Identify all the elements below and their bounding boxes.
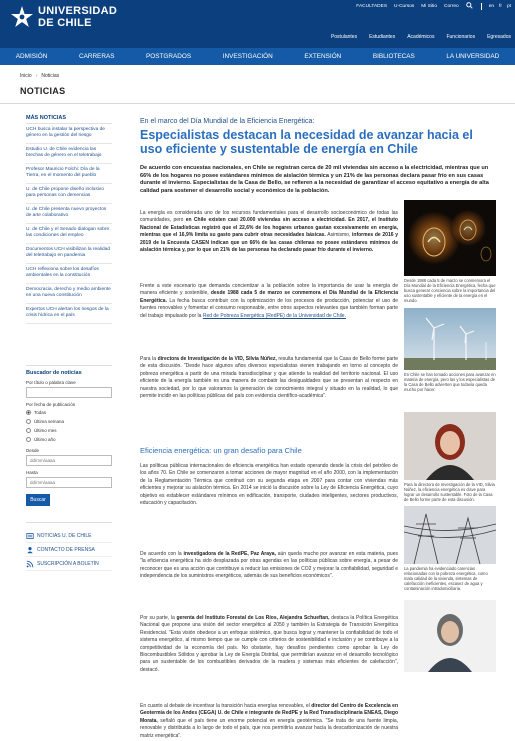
newspaper-icon [26, 532, 34, 540]
util-link-misitio[interactable]: Mi Sitio [421, 4, 438, 9]
lightbulbs-photo [404, 200, 496, 276]
period-option-anio[interactable] [26, 435, 112, 444]
radio-selected-icon[interactable] [26, 410, 31, 415]
nav-admision[interactable]: ADMISIÓN [15, 53, 48, 60]
article-paragraph: De acuerdo con la investigadora de la RedPE, Paz Araya, aún queda mucho por avanzar en esta materia, pues "la eficiencia energética ha sido desplazada por otras agendas en las políticas públicas sobre energía, a pesar de reconocer que es una acción que contribuye a reducir las emisiones de CO2 y mejorar la confiabilidad, seguridad e independencia de los suministros energéticos, además de sus beneficios económicos". [140, 551, 398, 580]
link-label: SUSCRIPCIÓN A BOLETÍN [37, 560, 99, 567]
util-link-facultades[interactable]: FACULTADES [356, 4, 388, 9]
page-title: NOTICIAS [20, 86, 66, 96]
article-body [140, 210, 398, 741]
period-option-todas[interactable] [26, 408, 112, 417]
sidebar-news-item[interactable]: Expertos UCH alertan los riesgos de la crisis hídrica en el país [26, 304, 112, 324]
article-subheading: Eficiencia energética: un gran desafío para Chile [140, 446, 302, 455]
option-label: Última semana [34, 419, 65, 424]
from-label: Desde [26, 448, 40, 453]
expert-portrait-photo [404, 600, 496, 672]
link-news-uchile[interactable] [26, 529, 112, 543]
breadcrumb-current: Noticias [41, 73, 60, 79]
article-kicker: En el marco del Día Mundial de la Eficiencia Energética: [140, 118, 315, 125]
date-to-input[interactable] [26, 477, 112, 488]
audience-postulantes[interactable]: Postulantes [330, 34, 358, 40]
article-paragraph: La energía es considerada uno de los recursos fundamentales para el desarrollo socioeconómico de todas las comunidades, pero en Chile existen casi 20.000 viviendas sin acceso a electricidad. En 2017, el Instituto Nacional de Estadísticas registró que el 22,6% de los hogares urbanos gastan excesivamente en energía, mientras que el 16,9% limita su gasto para cubrir otras necesidades básicas. Asimismo, informes de 2016 y 2019 de la Encuesta CASEN indican que un 66% de las casas chilenas no posee estándares mínimos de aislación térmica y, por lo que un 21% de las personas ha declarado pasar frío durante el invierno. [140, 210, 398, 254]
article-paragraph: En cuanto al debate de incentivar la transición hacia energías renovables, el director del Centro de Excelencia en Geotermia de los Andes (CEGA) U. de Chile e integrante de RedPE y la Red Transdisciplinaria ENEAS, Diego Morata, señaló que el país tiene un enorme potencial en energía geotérmica. "Se trata de una fuente limpia, renovable y distribuida a lo largo de todo el país, que nos permitiría avanzar hacia la descarbonización de nuestra matriz energética". [140, 703, 399, 739]
quick-links [26, 522, 112, 571]
sidebar-news-item[interactable]: U. de Chile y el Senado dialogan sobre las condiciones del empleo [26, 224, 112, 244]
util-link-ucursos[interactable]: U-Cursos [394, 4, 415, 9]
caption: En Chile se han tomado acciones para avanzar en materia de energía, pero las y los especialistas de la Casa de Bello advierten que todavía queda mucho por hacer. [404, 372, 496, 392]
caption: La pandemia ha evidenciado carencias relacionadas con la pobreza energética, como mala calidad de la vivienda, sistemas de calefacción ineficientes, escasez de agua y contaminación intradomiciliaria. [404, 566, 488, 591]
audience-academicos[interactable]: Académicos [407, 34, 435, 40]
brand-line-1: UNIVERSIDAD [38, 4, 118, 17]
link-label: CONTACTO DE PRENSA [37, 546, 95, 553]
audience-egresados[interactable]: Egresados [487, 34, 511, 40]
divider [0, 103, 515, 104]
figure-wind-turbines [404, 308, 496, 392]
lang-fr[interactable]: fr [499, 4, 502, 9]
radio-icon[interactable] [26, 437, 31, 442]
audience-estudiantes[interactable]: Estudiantes [369, 34, 396, 40]
option-label: Todas [34, 410, 47, 415]
star-crest-icon [10, 5, 34, 29]
breadcrumb [20, 73, 59, 79]
article-paragraph: Para la directora de Investigación de la VID, Silvia Núñez, resulta fundamental que la Casa de Bello forme parte de esta discusión. "Desde hace algunos años diversos especialistas vienen trabajando en torno al concepto de pobreza energética a partir de una mirada transdisciplinar y que atiende la realidad del territorio nacional. El uso eficiente de la energía también es una manera de combatir las desigualdades que se presentan al respecto en nuestra sociedad, por lo que valoramos la generación de conocimiento integral y situado en la realidad, lo que permite incidir en las políticas públicas del país con evidencia científico-académica". [140, 356, 399, 400]
caption: Desde 1988 cada 5 de marzo se conmemora el Día Mundial de la Eficiencia Energética, fecha que busca generar conciencia sobre la importancia del uso sustentable y eficiente de la energía en el mundo. [404, 278, 496, 303]
nav-carreras[interactable]: CARRERAS [78, 53, 115, 60]
sidebar-news-item[interactable]: Documentos UCH visibilizan la realidad del teletrabajo en pandemia [26, 244, 112, 264]
link-press-contact[interactable] [26, 543, 112, 557]
search-button[interactable]: Buscar [26, 494, 50, 506]
figure-expert-portrait [404, 600, 496, 672]
period-option-mes[interactable] [26, 426, 112, 435]
person-icon [26, 546, 34, 554]
figure-researcher-portrait [404, 412, 496, 502]
site-header [0, 0, 515, 48]
nav-postgrados[interactable]: POSTGRADOS [146, 53, 192, 60]
lang-en[interactable]: en [488, 4, 495, 9]
more-news-sidebar [26, 112, 112, 324]
sidebar-news-item[interactable]: UCH reflexiona sobre los desafíos ambientales en la constitución [26, 264, 112, 284]
keyword-input[interactable] [26, 387, 112, 398]
caption: Para la directora de Investigación de la VID, Silvia Núñez, la eficiencia energética es clave para lograr un desarrollo sustentable. Foto de la Casa de Bello forme parte de esta discusión. [404, 482, 495, 502]
portrait-photo [404, 412, 496, 480]
power-lines-photo [404, 506, 496, 564]
sidebar-news-item[interactable]: Profesor Mauricio Folchi: Día de la Tierra, en el momento del pueblo [26, 164, 112, 184]
period-label: Por fecha de publicación [26, 402, 76, 407]
keyword-label: Por título o palabra clave [26, 380, 76, 385]
sidebar-news-item[interactable]: U. de Chile propone diseño inclusivo para personas con demencias [26, 184, 112, 204]
breadcrumb-home[interactable]: Inicio [20, 73, 32, 79]
nav-extension[interactable]: EXTENSIÓN [304, 53, 342, 60]
figure-lightbulbs [404, 200, 496, 303]
util-link-correo[interactable]: Correo [444, 4, 459, 9]
link-newsletter[interactable] [26, 557, 112, 571]
brand-line-2: DE CHILE [38, 16, 92, 29]
utility-bar [349, 2, 511, 11]
sidebar-news-item[interactable]: Estudio U. de Chile evidencia las brechas de género en el teletrabajo [26, 144, 112, 164]
rss-icon [26, 560, 34, 568]
news-search-form [26, 365, 112, 506]
link-red-pobreza[interactable]: Red de Pobreza Energética (RedPE) de la Universidad de Chile. [202, 312, 346, 319]
period-option-semana[interactable] [26, 417, 112, 426]
figure-power-lines [404, 506, 496, 591]
article-paragraph: Las políticas públicas internacionales de eficiencia energética han estado operando desde la crisis del petróleo de los años 70. En Chile se comenzaron a tomar acciones de mayor magnitud en el año 2000, con la implementación de la Reglamentación Térmica que continuó con su segunda etapa en 2007 para contar con viviendas más eficientes y mejorar su aislación térmica. En 2014 se inició la discusión sobre la Ley de Eficiencia Energética, cuyo objetivo es establecer estándares mínimos en edificación, transporte, ciudades inteligentes, sectores productivos, educación y capacitación. [140, 463, 398, 507]
divider [481, 3, 482, 10]
article-lead: De acuerdo con encuestas nacionales, en Chile se registran cerca de 20 mil viviendas sin acceso a la electricidad, mientras que un 66% de los hogares no posee estándares mínimos de aislación térmica y un 21% de las personas declara pasar frío en sus casas durante el invierno. Especialistas de la Casa de Bello, se refieren a la necesidad de garantizar el acceso equitativo a energía de alta calidad para sostener el desarrollo social y económico de la población. [140, 165, 489, 194]
sidebar-news-item[interactable]: U. de Chile presenta nuevo proyectos de arte colaborativo [26, 204, 112, 224]
sidebar-news-item[interactable]: UCH busca instalar la perspectiva de género en la gestión del riesgo [26, 124, 112, 144]
option-label: Último año [34, 437, 56, 442]
nav-la-universidad[interactable]: LA UNIVERSIDAD [446, 53, 500, 60]
article-headline: Especialistas destacan la necesidad de avanzar hacia el uso eficiente y sustentable de energía en Chile [140, 128, 473, 156]
search-icon[interactable] [466, 2, 473, 11]
audience-nav [319, 34, 511, 40]
link-label: NOTICIAS U. DE CHILE [37, 532, 92, 539]
nav-investigacion[interactable]: INVESTIGACIÓN [222, 53, 273, 60]
date-from-input[interactable] [26, 455, 112, 466]
sidebar-news-item[interactable]: Democracia, derecho y medio ambiente en una nueva constitución [26, 284, 112, 304]
to-label: Hasta [26, 470, 38, 475]
article-paragraph: Frente a este escenario que demanda concientizar a la población sobre la importancia de usar la energía de manera eficiente y sostenible, desde 1988 cada 5 de marzo se conmemora el Día Mundial de la Eficiencia Energética. La fecha busca contribuir con la optimización de los procesos de producción, potenciar el uso de fuentes renovables y fomentar el consumo responsable, entre otros aspectos relevantes que también forman parte del trabajo impulsado por la Red de Pobreza Energética (RedPE) de la Universidad de Chile. [140, 283, 398, 319]
nav-bibliotecas[interactable]: BIBLIOTECAS [372, 53, 415, 60]
main-nav [0, 48, 515, 65]
audience-funcionarios[interactable]: Funcionarios [446, 34, 476, 40]
radio-icon[interactable] [26, 428, 31, 433]
article-header [140, 118, 495, 195]
finder-title: Buscador de noticias [26, 370, 82, 376]
lang-pt[interactable]: pt [506, 4, 511, 9]
option-label: Último mes [34, 428, 57, 433]
university-logo[interactable] [10, 5, 117, 29]
article-paragraph: Por su parte, la gerenta del Instituto Forestal de Los Ríos, Alejandra Schueftan, destaca la Política Energética Nacional que propone una visión del sector energético al 2050 y también la Estrategia de Transición Energética Residencial. "Esta visión obedece a un enfoque sistémico, que busca lograr y mantener la confiabilidad de todo el sistema energético, al mismo tiempo que se cumple con criterios de sostenibilidad e inclusión y se contribuye a la competitividad de la economía del país. No obstante, hay desafíos pendientes como aprobar la Ley de Biocombustibles Sólidos y aprobar la Ley de Energía Distrital, que permitirían avanzar en el desarrollo tecnológico para un sustentable de los combustibles derivados de la madera y sistemas más eficientes de calefacción", destacó. [140, 615, 398, 673]
wind-turbines-photo [404, 308, 496, 370]
radio-icon[interactable] [26, 419, 31, 424]
chevron-right-icon: › [35, 73, 38, 79]
sidebar-heading: MÁS NOTICIAS [26, 112, 112, 124]
